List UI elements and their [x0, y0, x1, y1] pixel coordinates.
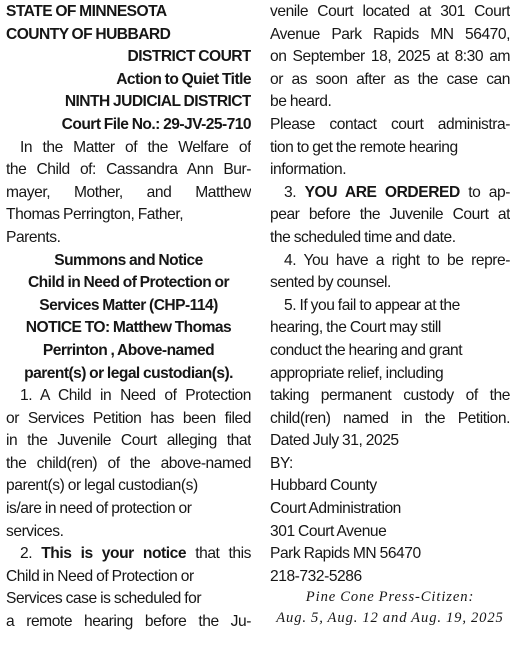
paragraph-2-line: or as soon after as the case can [270, 70, 510, 88]
paragraph-5-line: hearing, the Court may still [270, 319, 441, 337]
paragraph-2-line: a remote hearing before the Ju- [6, 613, 251, 631]
address-line: Park Rapids MN 56470 [270, 545, 421, 563]
signature-line: BY: [270, 454, 293, 472]
matter-line: Thomas Perrington, Father, [6, 206, 184, 224]
paragraph-3-line: pear before the Juvenile Court at [270, 206, 510, 224]
paragraph-2-line: Avenue Park Rapids MN 56470, [270, 25, 510, 43]
matter-line: In the Matter of the Welfare of [20, 138, 251, 156]
summons-title: Summons and Notice [54, 251, 203, 269]
paragraph-3-text: to ap- [468, 183, 510, 201]
paragraph-1-line: 1. A Child in Need of Protection [20, 387, 251, 405]
case-type-heading: Action to Quiet Title [116, 70, 251, 88]
paragraph-2-line: Services case is scheduled for [6, 590, 202, 608]
notice-emphasis: This is your notice [41, 545, 187, 563]
paragraph-5-line: child(ren) named in the Petition. [270, 409, 510, 427]
left-column [6, 1, 251, 634]
right-column [270, 1, 510, 588]
state-heading: STATE OF MINNESOTA [6, 3, 167, 20]
court-file-number: Court File No.: 29-JV-25-710 [61, 115, 251, 133]
signature-line: Hubbard County [270, 477, 377, 495]
paragraph-5-line: conduct the hearing and grant [270, 341, 463, 359]
paragraph-4-line: sented by counsel. [270, 274, 391, 292]
paragraph-1-line: services. [6, 522, 64, 540]
order-emphasis: YOU ARE ORDERED [304, 183, 460, 201]
phone-line: 218-732-5286 [270, 567, 362, 585]
county-heading: COUNTY OF HUBBARD [6, 25, 171, 43]
notice-to: Perrinton , Above-named [42, 341, 215, 359]
paragraph-4-line: 4. You have a right to be repre- [284, 251, 510, 269]
paragraph-2-line: on September 18, 2025 at 8:30 am [270, 48, 510, 66]
paragraph-2-line: information. [270, 161, 347, 179]
paragraph-3-number: 3. [284, 183, 297, 201]
paragraph-1-line: is/are in need of protection or [6, 500, 192, 518]
court-heading: DISTRICT COURT [127, 48, 251, 66]
publication-dates: Aug. 5, Aug. 12 and Aug. 19, 2025 [276, 610, 504, 626]
paragraph-5-line: 5. If you fail to appear at the [284, 296, 460, 314]
paragraph-2-line: Please contact court administra- [270, 115, 510, 133]
district-heading: NINTH JUDICIAL DISTRICT [64, 93, 251, 111]
paragraph-2-line: venile Court located at 301 Court [270, 3, 510, 20]
matter-line: mayer, Mother, and Matthew [6, 183, 251, 201]
paragraph-1-line: parent(s) or legal custodian(s) [6, 477, 198, 495]
paragraph-2-line [6, 543, 251, 566]
summons-title: Child in Need of Protection or [27, 274, 230, 292]
paragraph-1-line: the child(ren) of the above-named [6, 454, 251, 472]
notice-to: parent(s) or legal custodian(s). [24, 364, 233, 382]
paragraph-2-line: be heard. [270, 93, 332, 111]
matter-line: the Child of: Cassandra Ann Bur- [6, 161, 251, 179]
notice-to: NOTICE TO: Matthew Thomas [25, 319, 232, 337]
signature-line: Court Administration [270, 500, 401, 518]
paragraph-2-line: tion to get the remote hearing [270, 138, 458, 156]
publication-paper: Pine Cone Press-Citizen: [305, 589, 475, 605]
paragraph-5-line: taking permanent custody of the [270, 387, 510, 405]
paragraph-2-number: 2. [20, 545, 33, 563]
paragraph-1-line: in the Juvenile Court alleging that [6, 432, 251, 450]
paragraph-1-line: or Services Petition has been filed [6, 409, 251, 427]
matter-line: Parents. [6, 228, 61, 246]
dated-line: Dated July 31, 2025 [270, 432, 399, 450]
paragraph-2-line: Child in Need of Protection or [6, 567, 194, 585]
paragraph-3-line [270, 182, 510, 205]
paragraph-3-line: the scheduled time and date. [270, 228, 456, 246]
summons-title: Services Matter (CHP-114) [39, 296, 218, 314]
paragraph-2-text: that this [195, 545, 251, 563]
address-line: 301 Court Avenue [270, 522, 387, 540]
paragraph-5-line: appropriate relief, including [270, 364, 444, 382]
